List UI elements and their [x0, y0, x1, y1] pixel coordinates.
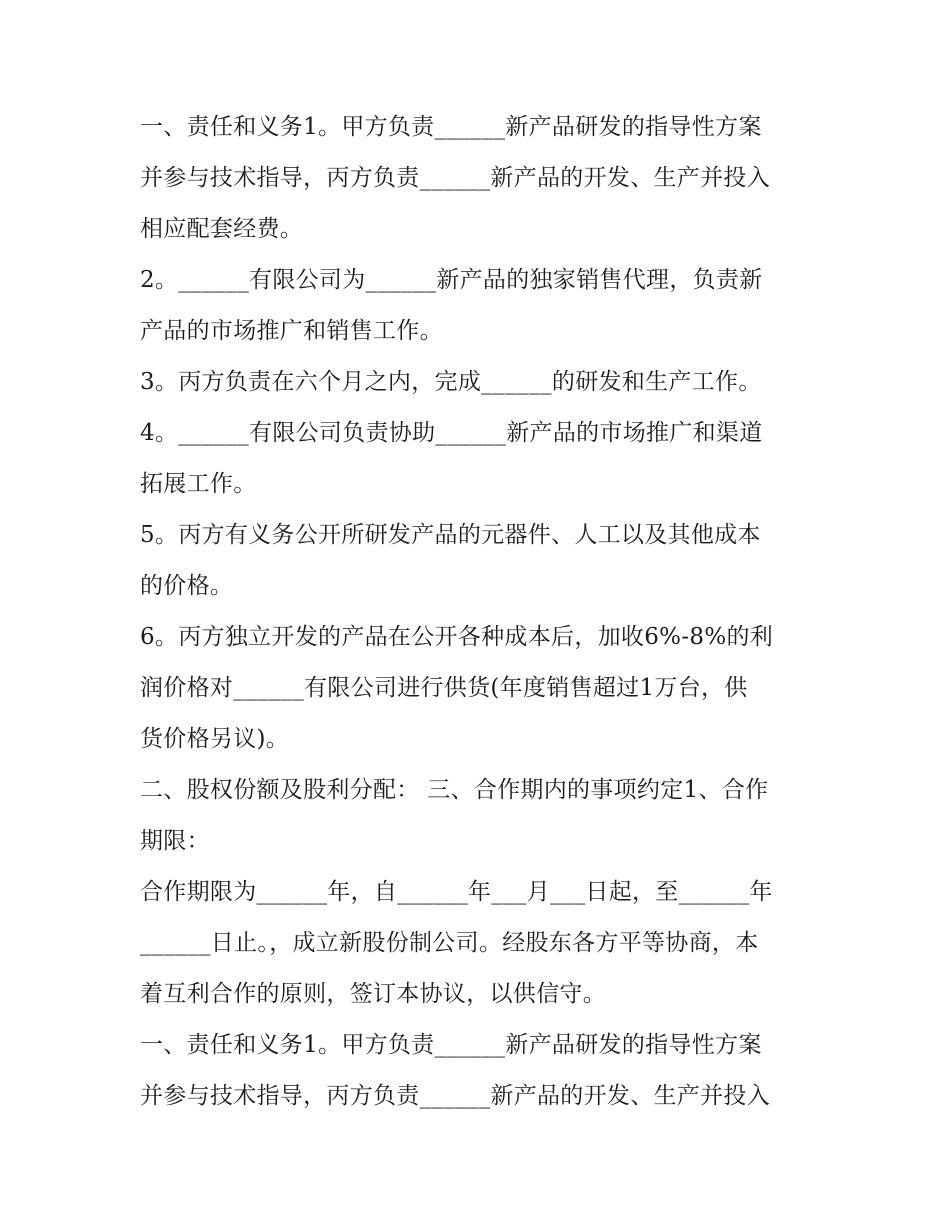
document-body [140, 102, 820, 1122]
text-line: 6。丙方独立开发的产品在公开各种成本后，加收6%-8%的利 [140, 624, 774, 650]
text-line: 并参与技术指导，丙方负责______新产品的开发、生产并投入 [140, 165, 770, 191]
text-line: 并参与技术指导，丙方负责______新产品的开发、生产并投入 [140, 1083, 770, 1109]
text-line: 期限： [140, 828, 210, 854]
text-line: 的价格。 [140, 573, 234, 599]
text-line: 3。丙方负责在六个月之内，完成______的研发和生产工作。 [140, 369, 762, 395]
text-line: ______日止。，成立新股份制公司。经股东各方平等协商，本 [140, 930, 759, 956]
text-line: 一、责任和义务1。甲方负责______新产品研发的指导性方案 [140, 114, 762, 140]
text-line: 4。______有限公司负责协助______新产品的市场推广和渠道 [140, 420, 763, 446]
text-line: 货价格另议)。 [140, 726, 290, 752]
text-line: 拓展工作。 [140, 471, 257, 497]
text-line: 5。丙方有义务公开所研发产品的元器件、人工以及其他成本 [140, 522, 761, 548]
text-line: 一、责任和义务1。甲方负责______新产品研发的指导性方案 [140, 1032, 762, 1058]
text-line: 着互利合作的原则，签订本协议，以供信守。 [140, 981, 606, 1007]
text-line: 二、股权份额及股利分配： 三、合作期内的事项约定1、合作 [140, 777, 769, 803]
text-line: 合作期限为______年，自______年___月___日起，至______年 [140, 879, 773, 905]
text-line: 产品的市场推广和销售工作。 [140, 318, 443, 344]
text-line: 2。______有限公司为______新产品的独家销售代理，负责新 [140, 267, 763, 293]
text-line: 相应配套经费。 [140, 216, 304, 242]
text-line: 润价格对______有限公司进行供货(年度销售超过1万台，供 [140, 675, 748, 701]
